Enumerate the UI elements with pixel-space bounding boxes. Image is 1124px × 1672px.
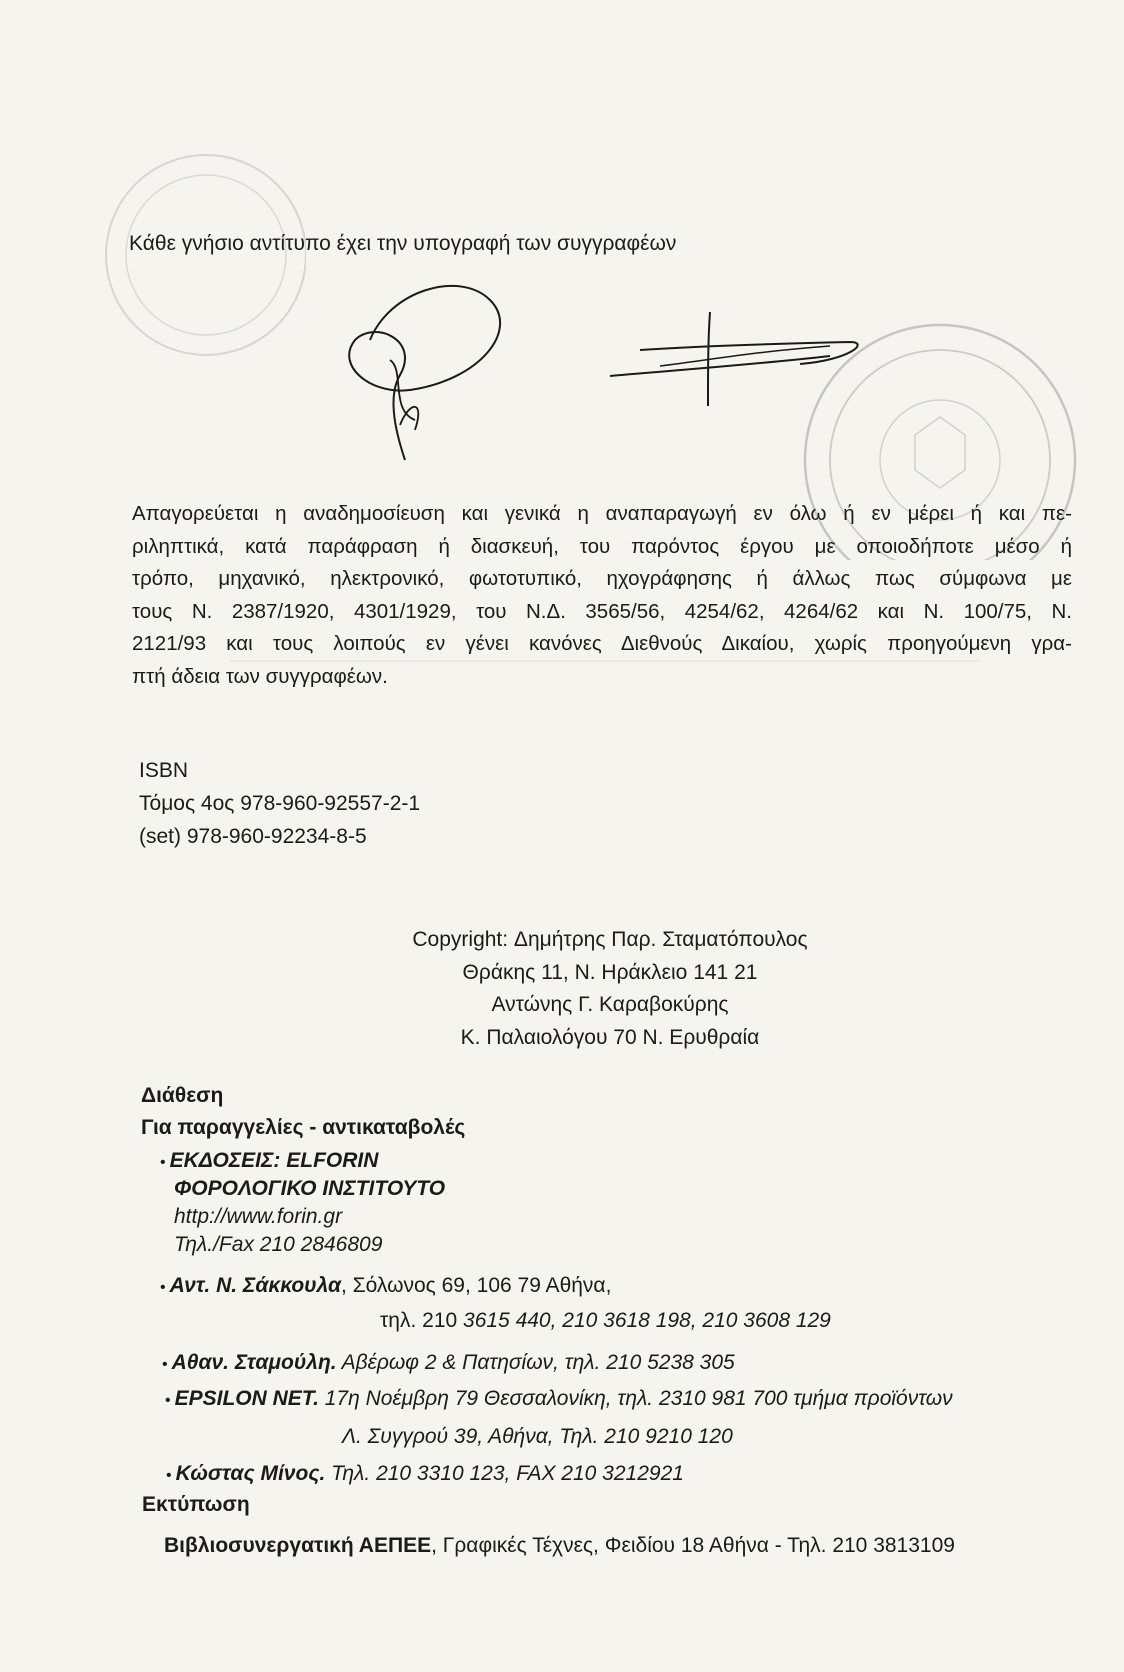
authenticity-note: Κάθε γνήσιο αντίτυπο έχει την υπογραφή των συγγραφέων — [129, 232, 677, 255]
notice-line: πτή άδεια των συγγραφέων. — [132, 664, 388, 688]
distributor-stamoulis — [162, 1352, 735, 1373]
notice-line: τους Ν. 2387/1920, 4301/1929, του Ν.Δ. 3565/56, 4254/62, 4264/62 και Ν. 100/75, Ν. — [132, 599, 1072, 623]
library-stamp-left — [86, 140, 306, 370]
elforin-url[interactable]: http://www.forin.gr — [174, 1205, 343, 1228]
copyright-holder-2: Αντώνης Γ. Καραβοκύρης — [491, 993, 729, 1016]
bullet: • — [165, 1392, 171, 1409]
distribution-heading: Διάθεση — [141, 1084, 224, 1107]
distributor-elforin — [160, 1150, 378, 1171]
elforin-name: ΕΚΔΟΣΕΙΣ: ELFORIN — [169, 1149, 379, 1172]
printing-details — [164, 1535, 955, 1556]
minos-name: Κώστας Μίνος. — [175, 1462, 326, 1485]
epsilon-line1: 17η Νοέμβρη 79 Θεσσαλονίκη, τηλ. 2310 981 700 τμήμα προϊόντων — [318, 1387, 953, 1410]
bullet: • — [160, 1154, 166, 1171]
distributor-sakkoulas — [160, 1275, 611, 1296]
elforin-institute: ΦΟΡΟΛΟΓΙΚΟ ΙΝΣΤΙΤΟΥΤΟ — [174, 1177, 446, 1200]
author-signature-2 — [600, 300, 890, 410]
bullet: • — [162, 1356, 168, 1373]
isbn-label: ISBN — [139, 759, 189, 782]
notice-line: Απαγορεύεται η αναδημοσίευση και γενικά η αναπαραγωγή εν όλω ή εν μέρει ή και πε- — [132, 502, 1072, 525]
isbn-block — [139, 754, 420, 853]
bullet: • — [160, 1279, 166, 1296]
reproduction-notice — [132, 498, 1072, 693]
elforin-phone: Τηλ./Fax 210 2846809 — [174, 1233, 383, 1256]
notice-line: ριληπτικά, κατά παράφραση ή διασκευή, του παρόντος έργου με οποιοδήποτε μέσο ή — [132, 534, 1072, 558]
minos-details: Τηλ. 210 3310 123, FAX 210 3212921 — [325, 1462, 684, 1485]
stamoulis-name: Αθαν. Σταμούλη. — [171, 1351, 337, 1374]
sakkoulas-phone — [380, 1310, 831, 1331]
epsilon-line2: Λ. Συγγρού 39, Αθήνα, Τηλ. 210 9210 120 — [342, 1425, 733, 1448]
printer-name: Βιβλιοσυνεργατική ΑΕΠΕΕ — [164, 1534, 432, 1557]
distributor-epsilon — [165, 1388, 953, 1409]
sakkoulas-address: , Σόλωνος 69, 106 79 Αθήνα, — [340, 1274, 612, 1297]
epsilon-name: EPSILON NET. — [174, 1387, 319, 1410]
author-signature-1 — [330, 270, 540, 470]
isbn-volume: Τόμος 4ος 978-960-92557-2-1 — [139, 792, 421, 815]
copyright-address-1: Θράκης 11, Ν. Ηράκλειο 141 21 — [462, 960, 758, 984]
sakkoulas-phone-numbers: 3615 440, 210 3618 198, 210 3608 129 — [463, 1309, 831, 1332]
stamoulis-details: Αβέρωφ 2 & Πατησίων, τηλ. 210 5238 305 — [336, 1351, 735, 1374]
notice-line: τρόπο, μηχανικό, ηλεκτρονικό, φωτοτυπικό, ηχογράφησης ή άλλως πως σύμφωνα με — [132, 567, 1072, 590]
printing-heading: Εκτύπωση — [142, 1493, 250, 1516]
isbn-set: (set) 978-960-92234-8-5 — [139, 825, 367, 848]
sakkoulas-phone-prefix: τηλ. 210 — [380, 1309, 464, 1332]
copyright-holder-1: Copyright: Δημήτρης Παρ. Σταματόπουλος — [412, 928, 808, 951]
distributor-minos — [166, 1463, 684, 1484]
copyright-address-2: Κ. Παλαιολόγου 70 Ν. Ερυθραία — [460, 1025, 760, 1049]
printer-address: , Γραφικές Τέχνες, Φειδίου 18 Αθήνα - Τηλ. 210 3813109 — [431, 1534, 955, 1557]
distribution-subheading: Για παραγγελίες - αντικαταβολές — [141, 1116, 466, 1139]
notice-line: 2121/93 και τους λοιπούς εν γένει κανόνες Διεθνούς Δικαίου, χωρίς προηγούμενη γρα- — [132, 632, 1072, 655]
copyright-block — [360, 924, 860, 1054]
sakkoulas-name: Αντ. Ν. Σάκκουλα — [169, 1274, 341, 1297]
bullet: • — [166, 1467, 172, 1484]
